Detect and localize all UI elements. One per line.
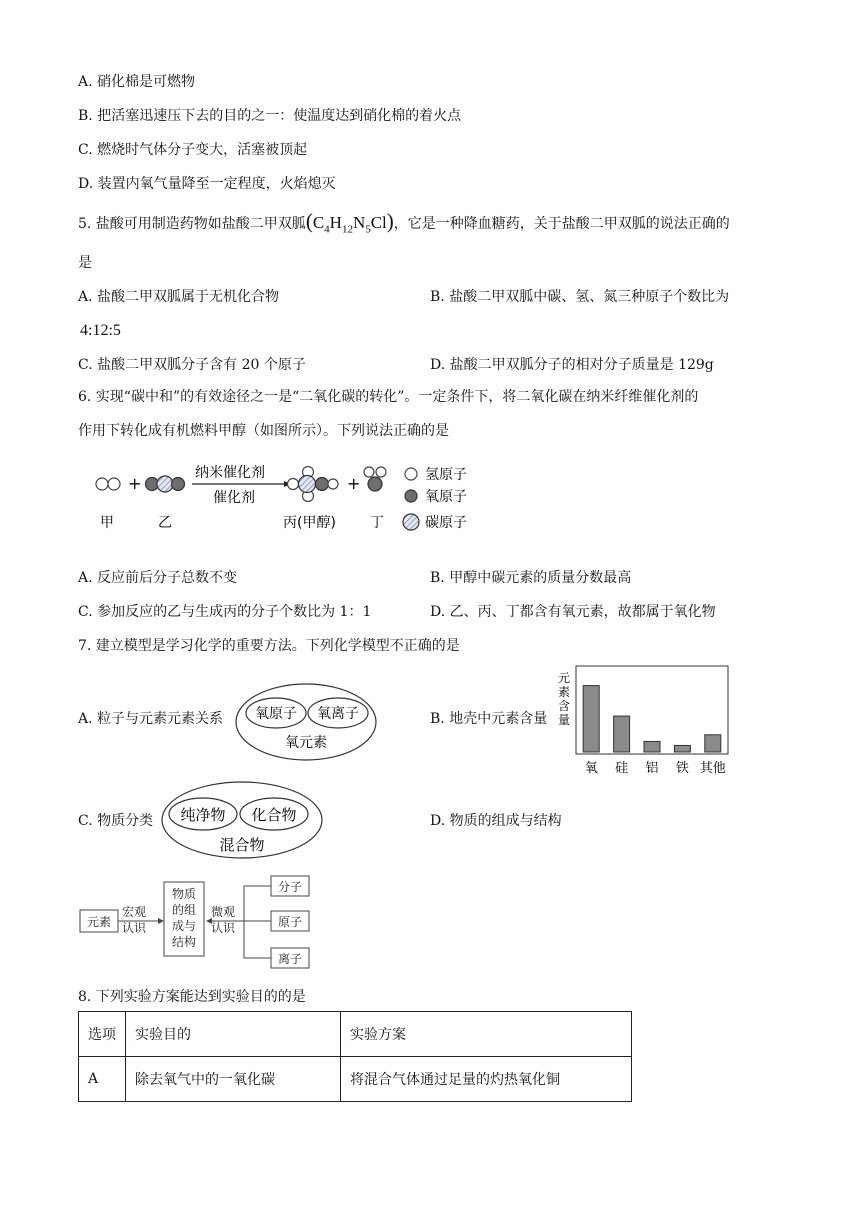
bar-1: [614, 716, 630, 752]
legend-oxygen: 氧原子: [425, 489, 467, 505]
arrow-top-label: 纳米催化剂: [195, 465, 265, 481]
reaction-diagram: [88, 455, 488, 545]
q4-option-c: C. 燃烧时气体分子变大，活塞被顶起: [78, 142, 308, 158]
q6-option-b: B. 甲醇中碳元素的质量分数最高: [430, 570, 632, 586]
table-header-cell: 选项: [79, 1012, 126, 1057]
q4-option-a: A. 硝化棉是可燃物: [78, 74, 196, 90]
q7-option-d: D. 物质的组成与结构: [430, 813, 562, 829]
element-particle-diagram: [234, 681, 380, 765]
legend-hydrogen: 氢原子: [425, 467, 467, 483]
macro-label-2: 认识: [121, 921, 147, 935]
q4-option-d: D. 装置内氧气量降至一定程度，火焰熄灭: [78, 176, 336, 192]
micro-label-1: 微观: [210, 905, 236, 919]
label-ding: 丁: [370, 515, 384, 531]
plus-sign: +: [347, 474, 361, 493]
x-tick-label: 硅: [615, 761, 629, 776]
bar-0: [583, 686, 599, 752]
compound-label: 化合物: [251, 806, 297, 824]
q6-stem-line1: 6. 实现“碳中和”的有效途径之一是“二氧化碳的转化”。一定条件下，将二氧化碳在纳米纤维催化剂的: [78, 389, 699, 405]
q5-option-c: C. 盐酸二甲双胍分子含有 20 个原子: [78, 357, 306, 373]
x-tick-label: 铝: [645, 761, 659, 776]
q7-option-a: A. 粒子与元素元素关系: [78, 711, 224, 727]
q7-stem: 7. 建立模型是学习化学的重要方法。下列化学模型不正确的是: [78, 638, 460, 654]
bar-4: [705, 735, 721, 752]
pure-substance-label: 纯净物: [180, 806, 226, 824]
composition-structure-diagram: [76, 870, 316, 974]
carbon-atom-icon: [403, 514, 419, 530]
q6-option-d: D. 乙、丙、丁都含有氧元素，故都属于氧化物: [430, 604, 716, 620]
table-cell: 将混合气体通过足量的灼热氧化铜: [341, 1057, 632, 1102]
plus-sign: +: [128, 474, 142, 493]
ion-label: 离子: [277, 952, 303, 966]
center-label-4: 结构: [171, 935, 197, 949]
q5-stem: [78, 211, 730, 239]
water-molecule: [364, 467, 386, 491]
q6-option-c: C. 参加反应的乙与生成丙的分子个数比为 1：1: [78, 604, 372, 620]
label-yi: 乙: [158, 515, 172, 531]
bar-3: [674, 745, 690, 752]
h2-molecule: [96, 478, 120, 490]
micro-label-2: 认识: [210, 921, 236, 935]
arrow-bottom-label: 催化剂: [213, 490, 255, 506]
oxygen-ion-label: 氧离子: [317, 706, 359, 722]
co2-molecule: [146, 476, 185, 492]
table-row: [79, 1057, 632, 1102]
q5-option-b: B. 盐酸二甲双胍中碳、氢、氮三种原子个数比为: [430, 289, 730, 305]
table-header-cell: 实验方案: [341, 1012, 632, 1057]
hydrogen-atom-icon: [405, 468, 417, 480]
atom-legend: [403, 467, 467, 531]
bar-2: [644, 741, 660, 752]
atom-label: 原子: [277, 915, 303, 929]
q5-stem-pre: 5. 盐酸可用制造药物如盐酸二甲双胍: [78, 216, 306, 232]
methanol-molecule: [288, 467, 339, 502]
q5-stem-post: ，它是一种降血糖药，关于盐酸二甲双胍的说法正确的: [393, 216, 730, 232]
x-tick-label: 氧: [584, 761, 598, 776]
q5-option-d: D. 盐酸二甲双胍分子的相对分子质量是 129g: [430, 357, 714, 373]
macro-label-1: 宏观: [121, 905, 147, 919]
substance-classification-diagram: [158, 780, 328, 862]
label-bing: 丙(甲醇): [283, 515, 336, 531]
table-header-row: [79, 1012, 632, 1057]
legend-carbon: 碳原子: [425, 515, 467, 531]
mixture-label: 混合物: [219, 836, 265, 854]
q5-option-a: A. 盐酸二甲双胍属于无机化合物: [78, 289, 280, 305]
chart-y-label: 元素含量: [557, 671, 571, 727]
x-tick-label: 铁: [675, 761, 689, 776]
center-label-1: 物质: [171, 887, 197, 901]
oxygen-atom-icon: [405, 490, 417, 502]
q6-stem-line2: 作用下转化成有机燃料甲醇（如图所示）。下列说法正确的是: [78, 423, 449, 439]
q5-stem-line2: 是: [78, 255, 92, 271]
x-tick-label: 其他: [699, 761, 726, 776]
label-jia: 甲: [100, 515, 114, 531]
q6-option-a: A. 反应前后分子总数不变: [78, 570, 238, 586]
oxygen-element-label: 氧元素: [285, 735, 327, 751]
table-cell: A: [79, 1057, 126, 1102]
q5-option-b-ratio: 4:12:5: [80, 322, 121, 339]
center-label-3: 成与: [171, 919, 197, 933]
q8-stem: 8. 下列实验方案能达到实验目的的是: [78, 989, 306, 1005]
q4-option-b: B. 把活塞迅速压下去的目的之一：使温度达到硝化棉的着火点: [78, 108, 462, 124]
q7-option-b: B. 地壳中元素含量: [430, 711, 548, 727]
oxygen-atom-label: 氧原子: [255, 706, 297, 722]
experiment-table: [78, 1011, 632, 1102]
table-cell: 除去氧气中的一氧化碳: [126, 1057, 341, 1102]
element-label: 元素: [86, 915, 112, 929]
crust-element-chart: [554, 664, 734, 778]
q7-option-c: C. 物质分类: [78, 813, 154, 829]
table-header-cell: 实验目的: [126, 1012, 341, 1057]
reaction-arrow: [192, 464, 291, 506]
molecule-label: 分子: [277, 880, 303, 894]
chemical-formula: $(C_4H_{12}N_5Cl)$: [305, 209, 394, 236]
center-label-2: 的组: [171, 903, 197, 917]
